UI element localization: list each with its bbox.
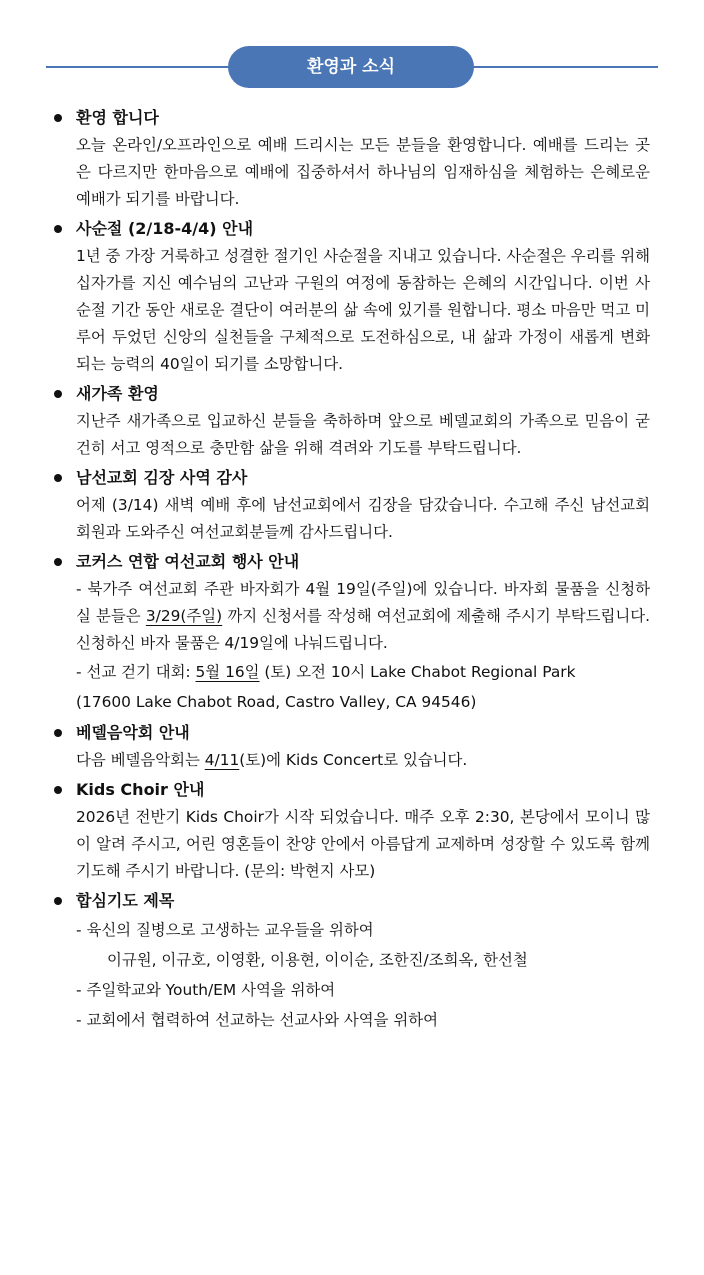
walk-date: 5월 16일 (195, 663, 260, 681)
bullet-icon (54, 558, 62, 566)
walk-event-line (76, 657, 650, 687)
bullet-icon (54, 390, 62, 398)
prayer-item: - 육신의 질병으로 고생하는 교우들을 위하여 (76, 921, 374, 939)
bazaar-text-post: 까지 신청서를 작성해 여선교회에 제출해 주시기 부탁드립니다. 신청하신 바자 물품은 4/19일에 나눠드립니다. (76, 607, 650, 652)
concert-text-pre: 다음 베델음악회는 (76, 751, 205, 769)
announcement-body: 1년 중 가장 거룩하고 성결한 절기인 사순절을 지내고 있습니다. 사순절은 우리를 위해 십자가를 지신 예수님의 고난과 구원의 여정에 동참하는 은혜의 시간입니다. 이번 사순절 기간 동안 새로운 결단이 여러분의 삶 속에 있기를 원합니다. 평소 마음만 먹고 미루어 두었던 신앙의 실천들을 구체적으로 도전하심으로, 내 삶과 가정이 새롭게 변화되는 능력의 40일이 되기를 소망합니다. (76, 247, 650, 373)
announcement-title: 남선교회 김장 사역 감사 (76, 468, 248, 487)
announcement-welcome (0, 104, 704, 213)
announcement-prayer (0, 887, 704, 1035)
announcement-womens-mission (0, 548, 704, 717)
concert-line (76, 747, 650, 774)
walk-text-pre: - 선교 걷기 대회: (76, 663, 196, 681)
bullet-icon (54, 474, 62, 482)
walk-address: (17600 Lake Chabot Road, Castro Valley, CA 94546) (76, 693, 477, 711)
announcement-body: 지난주 새가족으로 입교하신 분들을 축하하며 앞으로 베델교회의 가족으로 믿음이 굳건히 서고 영적으로 충만함 삶을 위해 격려와 기도를 부탁드립니다. (76, 412, 650, 457)
concert-text-post: (토)에 Kids Concert로 있습니다. (239, 751, 468, 769)
announcement-title: 합심기도 제목 (76, 891, 175, 910)
prayer-item: - 주일학교와 Youth/EM 사역을 위하여 (76, 981, 336, 999)
bazaar-text (76, 576, 650, 657)
section-header (0, 0, 704, 90)
walk-text-post: (토) 오전 10시 Lake Chabot Regional Park (259, 663, 576, 681)
announcement-title: 환영 합니다 (76, 108, 159, 127)
announcement-concert (0, 719, 704, 774)
announcement-kids-choir (0, 776, 704, 885)
bullet-icon (54, 225, 62, 233)
concert-date: 4/11 (204, 751, 240, 769)
announcement-body: 2026년 전반기 Kids Choir가 시작 되었습니다. 매주 오후 2:30, 본당에서 모이니 많이 알려 주시고, 어린 영혼들이 찬양 안에서 아름답게 교제하며 성장할 수 있도록 함께 기도해 주시기 바랍니다. (문의: 박현지 사모) (76, 808, 650, 880)
announcement-lent (0, 215, 704, 378)
announcement-title: 새가족 환영 (76, 384, 159, 403)
announcements (0, 104, 704, 1037)
bullet-icon (54, 114, 62, 122)
announcement-new-family (0, 380, 704, 462)
prayer-item: - 교회에서 협력하여 선교하는 선교사와 사역을 위하여 (76, 1011, 438, 1029)
bullet-icon (54, 729, 62, 737)
announcement-body: 오늘 온라인/오프라인으로 예배 드리시는 모든 분들을 환영합니다. 예배를 드리는 곳은 다르지만 한마음으로 예배에 집중하셔서 하나님의 임재하심을 체험하는 은혜로운 예배가 되기를 바랍니다. (76, 136, 650, 208)
bullet-icon (54, 786, 62, 794)
announcement-kimchi (0, 464, 704, 546)
prayer-names: 이규원, 이규호, 이영환, 이용현, 이이순, 조한진/조희옥, 한선철 (107, 951, 528, 969)
announcement-title: 베델음악회 안내 (76, 723, 190, 742)
announcement-title: 사순절 (2/18-4/4) 안내 (76, 219, 254, 238)
announcement-body: 어제 (3/14) 새벽 예배 후에 남선교회에서 김장을 담갔습니다. 수고해 주신 남선교회 회원과 도와주신 여선교회분들께 감사드립니다. (76, 496, 650, 541)
announcement-title: Kids Choir 안내 (76, 780, 205, 799)
announcement-title: 코커스 연합 여선교회 행사 안내 (76, 552, 300, 571)
bullet-icon (54, 897, 62, 905)
bazaar-text-pre: - 북가주 여선교회 주관 바자회가 4월 19일(주일)에 있습니다. 바자회 물품을 신청하실 분들은 (76, 580, 650, 625)
bazaar-deadline: 3/29(주일) (145, 607, 223, 625)
header-title: 환영과 소식 (228, 46, 474, 88)
